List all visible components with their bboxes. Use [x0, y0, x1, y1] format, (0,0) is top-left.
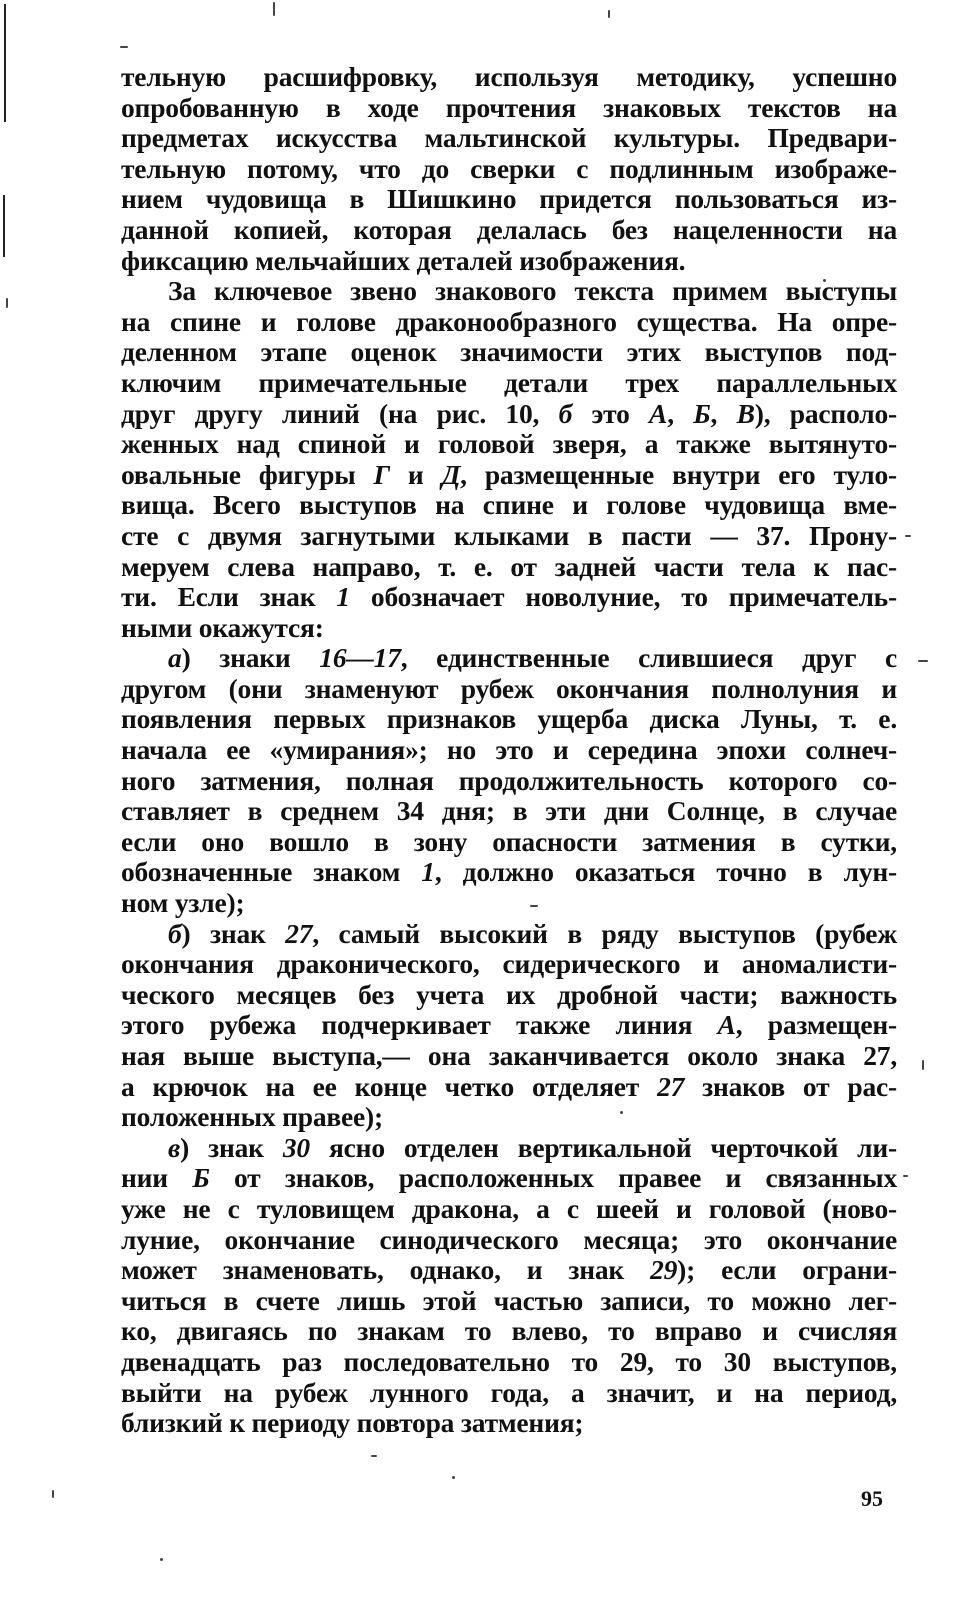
text-line: данной копией, которая делалась без нацеленности на: [121, 213, 897, 245]
list-item-b-line: б) знак 27, самый высокий в ряду выступов (рубеж: [168, 917, 897, 949]
text-line: ного затмения, полная продолжительность которого со-: [121, 764, 897, 796]
scan-speck: [52, 1490, 54, 1498]
text-line: тельную потому, что до сверки с подлинным изображе-: [121, 152, 897, 184]
text-line: ческого месяцев без учета их дробной части; важность: [121, 978, 897, 1010]
scan-speck: [903, 1175, 908, 1177]
scan-edge-mark: [4, 4, 6, 122]
text-line: меруем слева направо, т. е. от задней части тела к пас-: [121, 550, 897, 582]
text-line: обозначенные знаком 1, должно оказаться точно в лун-: [121, 856, 897, 888]
scan-speck: [905, 535, 911, 537]
scan-speck: [6, 298, 8, 308]
text-line: овальные фигуры Г и Д, размещенные внутри его туло-: [121, 458, 898, 490]
text-line: начала ее «умирания»; но это и середина эпохи солнеч-: [121, 734, 897, 766]
text-line: предметах искусства мальтинской культуры. Предвари-: [121, 122, 897, 154]
scan-edge-mark: [3, 195, 5, 257]
scan-speck: [918, 660, 928, 662]
text-line: ключим примечательные детали трех параллельных: [121, 366, 897, 398]
scan-speck: [371, 1455, 377, 1457]
text-line: ная выше выступа,— она заканчивается около знака 27,: [121, 1040, 897, 1071]
text-line: а крючок на ее конце четко отделяет 27 знаков от рас-: [121, 1070, 897, 1102]
text-line: на спине и голове драконообразного существа. На опре-: [121, 305, 897, 337]
text-line: уже не с туловищем дракона, а с шеей и головой (ново-: [121, 1192, 897, 1224]
scan-speck: [608, 10, 610, 18]
text-line: может знаменовать, однако, и знак 29); если ограни-: [121, 1254, 898, 1286]
text-line: нии Б от знаков, расположенных правее и связанных: [121, 1162, 898, 1194]
text-line: друг другу линий (на рис. 10, б это А, Б, В), располо-: [121, 397, 897, 429]
text-line: другом (они знаменуют рубеж окончания полнолуния и: [121, 672, 897, 704]
scan-speck: [120, 46, 128, 48]
scan-speck: [160, 1558, 163, 1561]
text-line: фиксацию мельчайших деталей изображения.: [121, 244, 686, 276]
text-line: деленном этапе оценок значимости этих выступов под-: [121, 336, 897, 368]
text-line: За ключевое звено знакового текста примем выступы: [168, 275, 897, 307]
text-line: окончания драконического, сидерического и аномалисти-: [121, 948, 897, 980]
page-number: 95: [861, 1486, 883, 1511]
text-line: близкий к периоду повтора затмения;: [121, 1407, 584, 1439]
text-line: ном узле);: [121, 887, 245, 919]
text-line: положенных правее);: [121, 1101, 383, 1133]
text-line: ти. Если знак 1 обозначает новолуние, то примечатель-: [121, 581, 897, 613]
text-line: тельную расшифровку, используя методику, успешно: [121, 61, 897, 92]
text-line: если оно вошло в зону опасности затмения в сутки,: [121, 825, 897, 857]
text-line: луние, окончание синодического месяца; это окончание: [121, 1223, 897, 1255]
text-line: нием чудовища в Шишкино придется пользоваться из-: [121, 183, 897, 215]
text-line: вища. Всего выступов на спине и голове чудовища вме-: [121, 489, 897, 521]
text-line: двенадцать раз последовательно то 29, то 30 выступов,: [121, 1345, 897, 1377]
text-line: сте с двумя загнутыми клыками в пасти — 37. Прону-: [121, 519, 897, 551]
list-item-a-line: а) знаки 16—17, единственные слившиеся друг с: [168, 642, 897, 674]
body-text: [121, 62, 897, 1439]
text-line: женных над спиной и головой зверя, а также вытянуто-: [121, 428, 897, 460]
text-line: читься в счете лишь этой частью записи, то можно лег-: [121, 1284, 897, 1316]
text-line: этого рубежа подчеркивает также линия А, размещен-: [121, 1009, 898, 1041]
scan-speck: [922, 1060, 924, 1070]
text-line: ными окажутся:: [121, 611, 324, 643]
text-line: ко, двигаясь по знакам то влево, то вправо и счисляя: [121, 1315, 897, 1347]
text-line: опробованную в ходе прочтения знаковых текстов на: [121, 91, 897, 123]
scan-speck: [452, 1476, 455, 1479]
text-line: ставляет в среднем 34 дня; в эти дни Солнце, в случае: [121, 795, 897, 827]
scan-speck: [273, 2, 275, 16]
text-line: появления первых признаков ущерба диска Луны, т. е.: [121, 703, 897, 735]
list-item-v-line: в) знак 30 ясно отделен вертикальной черточкой ли-: [168, 1131, 898, 1163]
text-line: выйти на рубеж лунного года, а значит, и на период,: [121, 1376, 897, 1408]
